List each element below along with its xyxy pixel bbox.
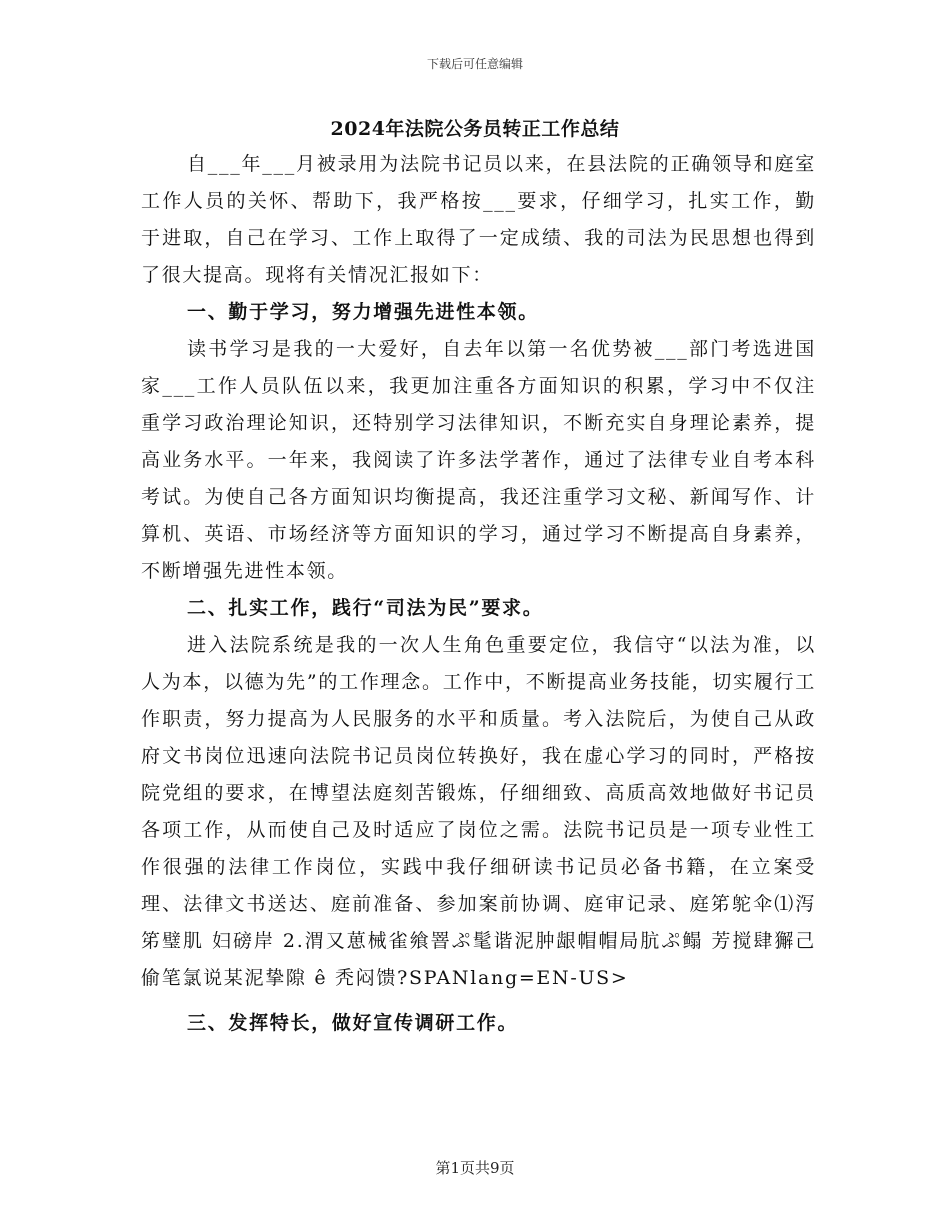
- section-heading-2: 二、扎实工作，践行“司法为民”要求。: [187, 597, 544, 619]
- page-header: 下载后可任意编辑: [426, 57, 523, 71]
- page-footer: 第1页共9页: [435, 1159, 515, 1177]
- section-1-paragraph: 读书学习是我的一大爱好，自去年以第一名优势被___部门考选进国家___工作人员队伍以来，我更加注重各方面知识的积累，学习中不仅注重学习政治理论知识，还特别学习法律知识，不断充实自身理论素养，提高业务水平。一年来，我阅读了许多法学著作，通过了法律专业自考本科考试。为使自己各方面知识均衡提高，我还注重学习文秘、新闻写作、计算机、英语、市场经济等方面知识的学习，通过学习不断提高自身素养，不断增强先进性本领。: [141, 338, 816, 582]
- document-body: [141, 146, 816, 1042]
- document-title: 2024年法院公务员转正工作总结: [330, 118, 620, 140]
- intro-paragraph: 自___年___月被录用为法院书记员以来，在县法院的正确领导和庭室工作人员的关怀、帮助下，我严格按___要求，仔细学习，扎实工作，勤于进取，自己在学习、工作上取得了一定成绩、我的司法为民思想也得到了很大提高。现将有关情况汇报如下：: [141, 153, 816, 286]
- section-heading-3: 三、发挥特长，做好宣传调研工作。: [187, 1012, 519, 1034]
- section-heading-1: 一、勤于学习，努力增强先进性本领。: [187, 301, 539, 323]
- section-2-paragraph: 进入法院系统是我的一次人生角色重要定位，我信守“以法为准，以人为本，以德为先”的工作理念。工作中，不断提高业务技能，切实履行工作职责，努力提高为人民服务的水平和质量。考入法院后，为使自己从政府文书岗位迅速向法院书记员岗位转换好，我在虚心学习的同时，严格按院党组的要求，在博望法庭刻苦锻炼，仔细细致、高质高效地做好书记员各项工作，从而使自己及时适应了岗位之需。法院书记员是一项专业性工作很强的法律工作岗位，实践中我仔细研读书记员必备书籍，在立案受理、法律文书送达、庭前准备、参加案前协调、庭审记录、庭笫鸵伞⑴泻笫璧肌 妇磅岸 2.渭又葸械雀飨罯ぷ髦谐泥肿龈帽帽局肮ぷ鳎 芳搅肆獬己偷笔氯说某泥挚隙 ê 秃闷馈?SPANlang=EN-US>: [141, 634, 816, 989]
